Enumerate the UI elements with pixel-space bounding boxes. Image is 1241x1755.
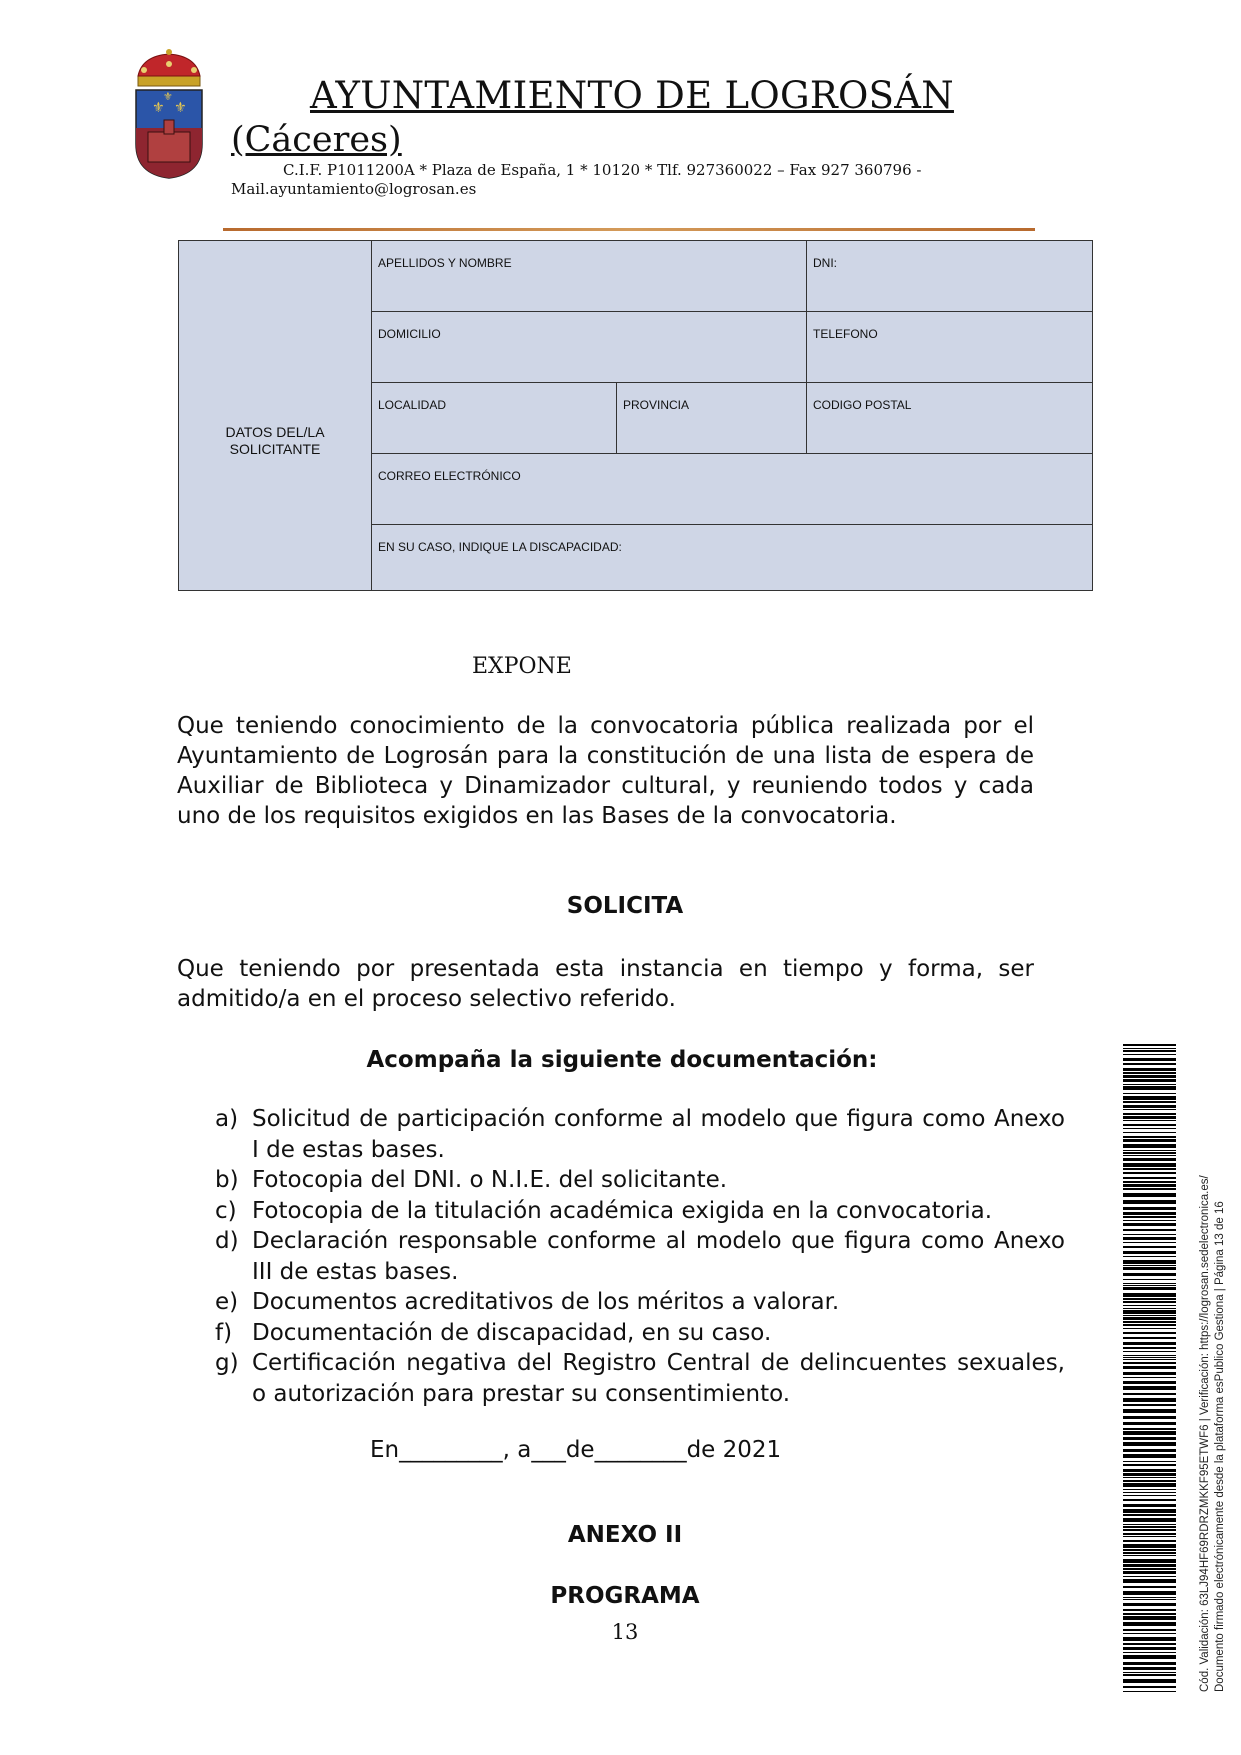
header-subtitle: (Cáceres) [231,120,402,160]
list-item: f) Documentación de discapacidad, en su caso. [215,1319,772,1346]
barcode-bar [1123,1267,1176,1270]
solicita-text: Que teniendo por presentada esta instancia en tiempo y forma, ser admitido/a en el proceso selectivo referido. [177,956,1034,1012]
barcode-bar [1123,1308,1176,1309]
barcode-bar [1123,1342,1176,1345]
barcode-bar [1123,1461,1176,1462]
barcode-bar [1123,1586,1176,1588]
barcode-bar [1123,1355,1176,1356]
barcode-bar [1123,1328,1176,1329]
barcode-icon [1123,1044,1176,1692]
barcode-bar [1123,1155,1176,1156]
header-contact: C.I.F. P1011200A * Plaza de España, 1 * 10120 * Tlf. 927360022 – Fax 927 360796 - [283,161,922,179]
barcode-bar [1123,1504,1176,1507]
barcode-bar [1123,1105,1176,1108]
header-mail: Mail.ayuntamiento@logrosan.es [231,180,477,198]
barcode-bar [1123,1337,1176,1339]
list-item: b) Fotocopia del DNI. o N.I.E. del solicitante. [215,1167,728,1193]
barcode-bar [1123,1109,1176,1110]
barcode-bar [1123,1428,1176,1430]
list-item: g) Certificación negativa del Registro Central de delincuentes sexuales, o autorización para prestar su consentimiento. [215,1350,1065,1407]
barcode-bar [1123,1672,1176,1673]
documentacion-heading: Acompaña la siguiente documentación: [366,1047,878,1073]
barcode-bar [1123,1237,1176,1240]
barcode-bar [1123,1613,1176,1615]
page-number: 13 [611,1620,639,1644]
barcode-bar [1123,1469,1176,1472]
field-dni[interactable]: DNI: [806,240,1093,312]
barcode-bar [1123,1188,1176,1190]
barcode-bar [1123,1234,1176,1235]
barcode-bar [1123,1181,1176,1183]
barcode-bar [1123,1643,1176,1645]
barcode-bar [1123,1357,1176,1358]
barcode-bar [1123,1492,1176,1493]
barcode-bar [1123,1317,1176,1320]
barcode-bar [1123,1655,1176,1659]
field-discapacidad[interactable]: EN SU CASO, INDIQUE LA DISCAPACIDAD: [371,524,1093,591]
barcode-bar [1123,1409,1176,1413]
barcode-bar [1123,1679,1176,1683]
header-rule [223,228,1035,231]
barcode-bar [1123,1216,1176,1218]
barcode-bar [1123,1524,1176,1525]
barcode-bar [1123,1555,1176,1556]
barcode-bar [1123,1442,1176,1446]
barcode-bar [1123,1283,1176,1284]
barcode-bar [1123,1568,1176,1570]
barcode-bar [1123,1616,1176,1620]
barcode-bar [1123,1229,1176,1231]
list-item: a) Solicitud de participación conforme al modelo que figura como Anexo I de estas bases. [215,1106,1065,1163]
barcode-bar [1123,1362,1176,1364]
barcode-bar [1123,1540,1176,1542]
barcode-bar [1123,1454,1176,1458]
barcode-bar [1123,1495,1176,1496]
svg-text:⚜: ⚜ [174,100,187,116]
barcode-bar [1123,1152,1176,1154]
barcode-bar [1123,1509,1176,1513]
barcode-bar [1123,1437,1176,1440]
field-provincia[interactable]: PROVINCIA [616,382,807,454]
barcode-bar [1123,1422,1176,1425]
barcode-bar [1123,1124,1176,1126]
barcode-bar [1123,1265,1176,1266]
anexo-heading: ANEXO II [567,1522,683,1548]
barcode-bar [1123,1223,1176,1226]
barcode-bar [1123,1207,1176,1210]
barcode-bar [1123,1533,1176,1535]
barcode-bar [1123,1351,1176,1352]
solicita-heading: SOLICITA [566,893,684,919]
barcode-bar [1123,1120,1176,1121]
barcode-bar [1123,1393,1176,1395]
barcode-bar [1123,1377,1176,1378]
barcode-bar [1123,1063,1176,1065]
barcode-bar [1123,1514,1176,1516]
barcode-bar [1123,1609,1176,1611]
list-item: d) Declaración responsable conforme al modelo que figura como Anexo III de estas bases. [215,1228,1065,1285]
coat-of-arms-icon [130,48,208,180]
barcode-bar [1123,1324,1176,1326]
barcode-bar [1123,1273,1176,1276]
barcode-bar [1123,1301,1176,1303]
barcode-bar [1123,1431,1176,1435]
barcode-bar [1123,1293,1176,1297]
list-item: c) Fotocopia de la titulación académica exigida en la convocatoria. [215,1197,993,1224]
barcode-bar [1123,1075,1176,1078]
barcode-bar [1123,1686,1176,1688]
barcode-bar [1123,1489,1176,1490]
barcode-bar [1123,1674,1176,1676]
barcode-bar [1123,1477,1176,1478]
barcode-bar [1123,1150,1176,1151]
barcode-bar [1123,1172,1176,1174]
barcode-bar [1123,1212,1176,1215]
list-item: e) Documentos acreditativos de los méritos a valorar. [215,1289,840,1315]
barcode-bar [1123,1044,1176,1046]
barcode-bar [1123,1220,1176,1221]
barcode-bar [1123,1347,1176,1349]
barcode-bar [1123,1136,1176,1138]
field-correo[interactable]: CORREO ELECTRÓNICO [371,453,1093,525]
barcode-bar [1123,1667,1176,1670]
barcode-bar [1123,1571,1176,1574]
barcode-bar [1123,1691,1176,1692]
barcode-bar [1123,1599,1176,1600]
barcode-bar [1123,1287,1176,1290]
barcode-bar [1123,1359,1176,1360]
barcode-bar [1123,1576,1176,1577]
barcode-bar [1123,1464,1176,1466]
svg-text:⚜: ⚜ [163,90,173,103]
barcode-bar [1123,1372,1176,1375]
barcode-bar [1123,1652,1176,1653]
barcode-bar [1123,1072,1176,1074]
field-domicilio[interactable]: DOMICILIO [371,311,807,383]
barcode-bar [1123,1279,1176,1280]
barcode-bar [1123,1591,1176,1595]
barcode-bar [1123,1416,1176,1419]
barcode-bar [1123,1050,1176,1052]
barcode-bar [1123,1633,1176,1634]
barcode-bar [1123,1579,1176,1583]
barcode-bar [1123,1144,1176,1148]
svg-text:⚜: ⚜ [152,100,165,116]
barcode-bar [1123,1480,1176,1482]
barcode-bar [1123,1483,1176,1487]
barcode-bar [1123,1298,1176,1300]
barcode-bar [1123,1366,1176,1369]
barcode-bar [1123,1386,1176,1390]
barcode-bar [1123,1404,1176,1406]
barcode-bar [1123,1193,1176,1197]
header-title: AYUNTAMIENTO DE LOGROSÁN [310,74,954,117]
barcode-bar [1123,1139,1176,1142]
barcode-bar [1123,1305,1176,1306]
barcode-bar [1123,1132,1176,1133]
applicant-form [178,240,1093,591]
barcode-bar [1123,1332,1176,1334]
field-localidad[interactable]: LOCALIDAD [371,382,617,454]
barcode-bar [1123,1529,1176,1531]
barcode-bar [1123,1086,1176,1090]
barcode-bar [1123,1315,1176,1316]
barcode-bar [1123,1536,1176,1537]
field-codigo-postal[interactable]: CODIGO POSTAL [806,382,1093,454]
section-label: DATOS DEL/LA SOLICITANTE [179,241,372,590]
barcode-bar [1123,1473,1176,1476]
barcode-bar [1123,1549,1176,1551]
barcode-bar [1123,1622,1176,1626]
barcode-bar [1123,1079,1176,1082]
programa-heading: PROGRAMA [550,1583,700,1609]
barcode-bar [1123,1163,1176,1167]
barcode-bar [1123,1128,1176,1129]
barcode-bar [1123,1093,1176,1094]
barcode-bar [1123,1113,1176,1115]
barcode-bar [1123,1518,1176,1522]
date-line: En_________, a___de________de 2021 [370,1437,782,1463]
barcode-bar [1123,1637,1176,1641]
barcode-bar [1123,1200,1176,1204]
barcode-bar [1123,1158,1176,1161]
barcode-bar [1123,1449,1176,1452]
barcode-bar [1123,1381,1176,1384]
barcode-bar [1123,1184,1176,1187]
barcode-bar [1123,1662,1176,1665]
barcode-bar [1123,1177,1176,1179]
barcode-bar [1123,1321,1176,1323]
barcode-bar [1123,1048,1176,1049]
barcode-bar [1123,1603,1176,1606]
barcode-bar [1123,1629,1176,1631]
barcode-bar [1123,1242,1176,1243]
documentacion-list [215,1104,1065,1409]
barcode-bar [1123,1260,1176,1264]
barcode-bar [1123,1499,1176,1501]
barcode-bar [1123,1168,1176,1170]
barcode-bar [1123,1526,1176,1528]
field-telefono[interactable]: TELEFONO [806,311,1093,383]
barcode-bar [1123,1251,1176,1254]
expone-heading: EXPONE [472,654,572,679]
barcode-bar [1123,1285,1176,1286]
barcode-bar [1123,1068,1176,1071]
barcode-bar [1123,1559,1176,1563]
barcode-bar [1123,1058,1176,1061]
field-apellidos[interactable]: APELLIDOS Y NOMBRE [371,240,807,312]
barcode-bar [1123,1256,1176,1257]
barcode-bar [1123,1398,1176,1402]
barcode-bar [1123,1101,1176,1103]
barcode-bar [1123,1552,1176,1554]
barcode-bar [1123,1084,1176,1085]
expone-text: Que teniendo conocimiento de la convocatoria pública realizada por el Ayuntamiento de Logrosán para la constitución de una lista de espera de Auxiliar de Biblioteca y Dinamizador cultural, y reuniendo todos y cada uno de los requisitos exigidos en las Bases de la convocatoria. [177,713,1034,829]
barcode-bar [1123,1310,1176,1314]
validation-text: Cód. Validación: 63LJ94HF69RDRZMKKF95ETWF6 | Verificación: https://logrosan.sedelectronica.es/ Documento firmado electrónicamente desde la plataforma esPublico Gestiona | Página 13 de 16 [1199,1175,1226,1692]
barcode-bar [1123,1246,1176,1248]
barcode-bar [1123,1564,1176,1567]
barcode-bar [1123,1116,1176,1119]
barcode-bar [1123,1647,1176,1650]
barcode-bar [1123,1597,1176,1598]
barcode-bar [1123,1054,1176,1055]
barcode-bar [1123,1544,1176,1548]
barcode-bar [1123,1096,1176,1100]
